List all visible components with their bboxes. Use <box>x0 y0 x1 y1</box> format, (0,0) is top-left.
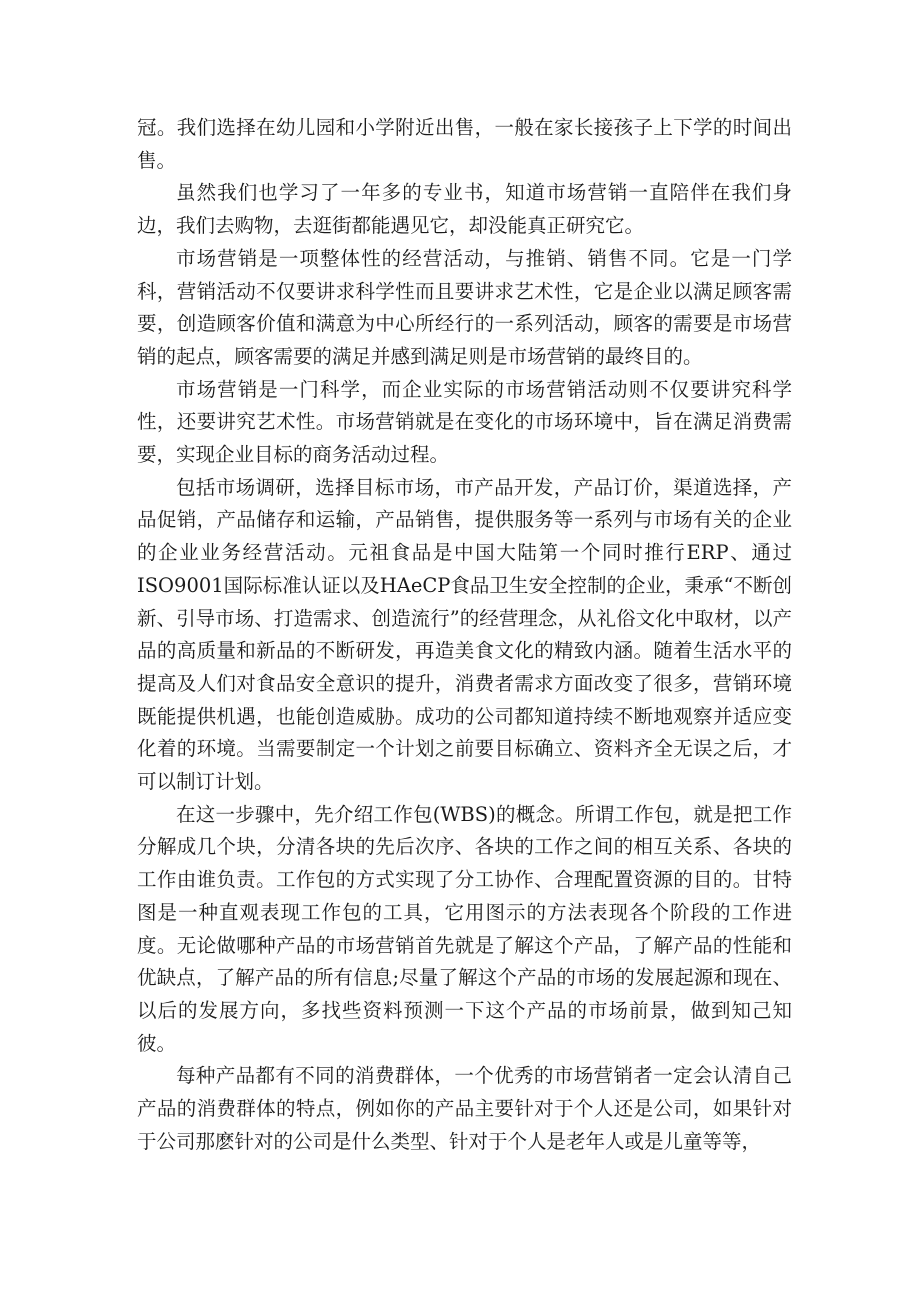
paragraph: 市场营销是一项整体性的经营活动，与推销、销售不同。它是一门学科，营销活动不仅要讲求科学性而且要讲求艺术性，它是企业以满足顾客需要，创造顾客价值和满意为中心所经行的一系列活动，顾客的需要是市场营销的起点，顾客需要的满足并感到满足则是市场营销的最终目的。 <box>137 246 792 368</box>
paragraph: 市场营销是一门科学，而企业实际的市场营销活动则不仅要讲究科学性，还要讲究艺术性。市场营销就是在变化的市场环境中，旨在满足消费需要，实现企业目标的商务活动过程。 <box>137 377 792 467</box>
paragraph: 每种产品都有不同的消费群体，一个优秀的市场营销者一定会认清自己产品的消费群体的特点，例如你的产品主要针对于个人还是公司，如果针对于公司那麽针对的公司是什么类型、针对于个人是老年人或是儿童等等， <box>137 1064 792 1153</box>
paragraph: 冠。我们选择在幼儿园和小学附近出售，一般在家长接孩子上下学的时间出售。 <box>137 116 792 172</box>
paragraph: 在这一步骤中，先介绍工作包(WBS)的概念。所谓工作包，就是把工作分解成几个块，分清各块的先后次序、各块的工作之间的相互关系、各块的工作由谁负责。工作包的方式实现了分工协作、合理配置资源的目的。甘特图是一种直观表现工作包的工具，它用图示的方法表现各个阶段的工作进度。无论做哪种产品的市场营销首先就是了解这个产品，了解产品的性能和优缺点，了解产品的所有信息;尽量了解这个产品的市场的发展起源和现在、以后的发展方向，多找些资料预测一下这个产品的市场前景，做到知己知彼。 <box>137 802 792 1055</box>
document-body <box>137 112 792 1159</box>
paragraph: 包括市场调研，选择目标市场，市产品开发，产品订价，渠道选择，产品促销，产品储存和运输，产品销售，提供服务等一系列与市场有关的企业的企业业务经营活动。元祖食品是中国大陆第一个同时推行ERP、通过ISO9001国际标准认证以及HAeCP食品卫生安全控制的企业，秉承“不断创新、引导市场、打造需求、创造流行”的经营理念，从礼俗文化中取材，以产品的高质量和新品的不断研发，再造美食文化的精致内涵。随着生活水平的提高及人们对食品安全意识的提升，消费者需求方面改变了很多，营销环境既能提供机遇，也能创造威胁。成功的公司都知道持续不断地观察并适应变化着的环境。当需要制定一个计划之前要目标确立、资料齐全无误之后，才可以制订计划。 <box>137 475 792 794</box>
paragraph: 虽然我们也学习了一年多的专业书，知道市场营销一直陪伴在我们身边，我们去购物，去逛街都能遇见它，却没能真正研究它。 <box>137 181 792 238</box>
